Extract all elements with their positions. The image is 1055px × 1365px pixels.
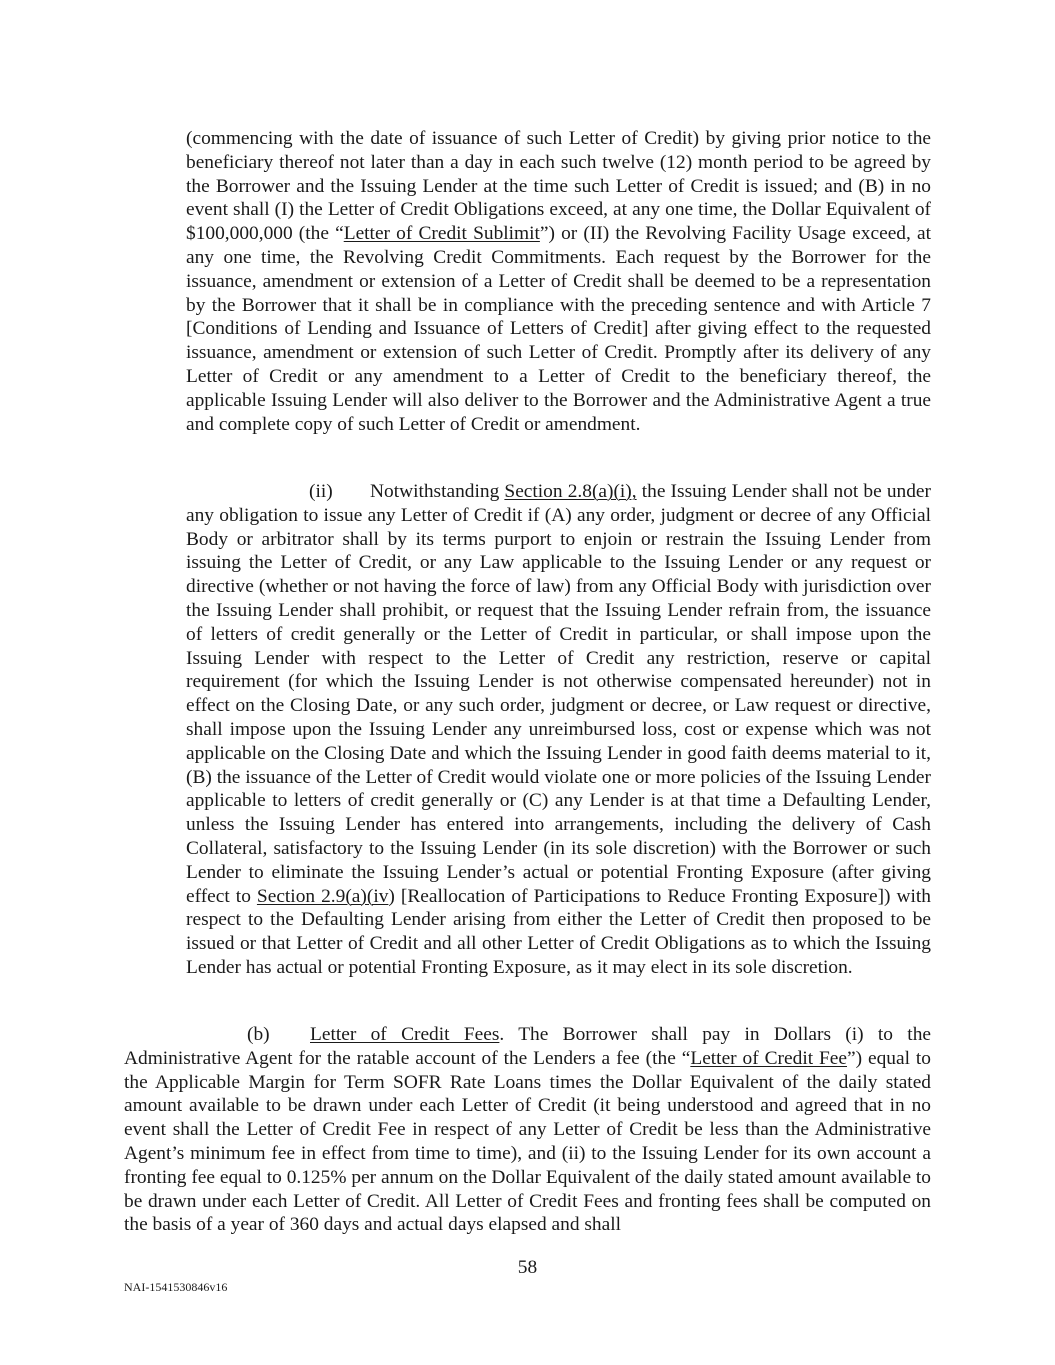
p3-text-2: ”) equal to the Applicable Margin for Term SOFR Rate Loans times the Dollar Equivalent of the daily stated amount available to be drawn under each Letter of Credit (it being understood and agreed that in no event shall the Letter of Credit Fee in respect of any Letter of Credit be less than the Administrative Agent’s minimum fee in effect from time to time), and (ii) to the Issuing Lender for its own account a fronting fee equal to 0.125% per annum on the Dollar Equivalent of the daily stated amount available to be drawn under each Letter of Credit. All Letter of Credit Fees and fronting fees shall be computed on the basis of a year of 360 days and actual days elapsed and shall	[124, 1047, 931, 1236]
clause-marker-b: (b)	[247, 1024, 270, 1045]
p1-text-1: (commencing with the date of issuance of such Letter of Credit) by giving prior notice to the beneficiary thereof not later than a day in each such twelve (12) month period to be agreed by the Borrower and the Issuing Lender at the time such Letter of Credit is issued; and (B) in no event shall (I) the Letter of Credit Obligations exceed, at any one time, the Dollar Equivalent of $100,000,000 (the “	[186, 128, 931, 245]
paragraph-continuation	[186, 127, 931, 436]
section-heading-letter-of-credit-fees: Letter of Credit Fees	[310, 1024, 500, 1045]
p2-text-1: Notwithstanding	[370, 481, 505, 502]
section-reference-2-9-a-iv: Section 2.9(a)(iv	[256, 885, 389, 907]
defined-term-letter-of-credit-fee: Letter of Credit Fee	[690, 1047, 848, 1069]
clause-marker-ii: (ii)	[309, 481, 333, 502]
p3-text-1: . The Borrower shall pay in Dollars (i) to the Administrative Agent for the ratable account of the Lenders a fee (the “	[124, 1024, 931, 1069]
defined-term-letter-of-credit-sublimit: Letter of Credit Sublimit	[343, 223, 540, 245]
page-number: 58	[517, 1257, 538, 1278]
paragraph-ii	[186, 480, 931, 980]
p1-text-2: ”) or (II) the Revolving Facility Usage exceed, at any one time, the Revolving Credit Commitments. Each request by the Borrower for the issuance, amendment or extension of a Letter of Credit shall be deemed to be a representation by the Borrower that it shall be in compliance with the preceding sentence and with Article 7 [Conditions of Lending and Issuance of Letters of Credit] after giving effect to the requested issuance, amendment or extension of such Letter of Credit. Promptly after its delivery of any Letter of Credit or any amendment to a Letter of Credit to the beneficiary thereof, the applicable Issuing Lender will also deliver to the Borrower and the Administrative Agent a true and complete copy of such Letter of Credit or amendment.	[186, 223, 931, 435]
document-id: NAI-1541530846v16	[124, 1280, 228, 1294]
p2-text-2: the Issuing Lender shall not be under any obligation to issue any Letter of Credit if (A) any order, judgment or decree of any Official Body or arbitrator shall by its terms purport to enjoin or restrain the Issuing Lender from issuing the Letter of Credit, or any Law applicable to the Issuing Lender or any request or directive (whether or not having the force of law) from any Official Body with jurisdiction over the Issuing Lender shall prohibit, or request that the Issuing Lender refrain from, the issuance of letters of credit generally or the Letter of Credit in particular, or shall impose upon the Issuing Lender with respect to the Letter of Credit any restriction, reserve or capital requirement (for which the Issuing Lender is not otherwise compensated hereunder) not in effect on the Closing Date, or any such order, judgment or decree, or Law request or directive, shall impose upon the Issuing Lender any unreimbursed loss, cost or expense which was not applicable on the Closing Date and which the Issuing Lender in good faith deems material to it, (B) the issuance of the Letter of Credit would violate one or more policies of the Issuing Lender applicable to letters of credit generally or (C) any Lender is at that time a Defaulting Lender, unless the Issuing Lender has entered into arrangements, including the delivery of Cash Collateral, satisfactory to the Issuing Lender (in its sole discretion) with the Borrower or such Lender to eliminate the Issuing Lender’s actual or potential Fronting Exposure (after giving effect to	[186, 481, 931, 907]
p2-text-3: ) [Reallocation of Participations to Reduce Fronting Exposure]) with respect to the Defaulting Lender arising from either the Letter of Credit then proposed to be issued or that Letter of Credit and all other Letter of Credit Obligations as to which the Issuing Lender has actual or potential Fronting Exposure, as it may elect in its sole discretion.	[186, 885, 931, 978]
paragraph-b	[124, 1023, 931, 1237]
section-reference-2-8-a-i: Section 2.8(a)(i),	[504, 481, 637, 502]
